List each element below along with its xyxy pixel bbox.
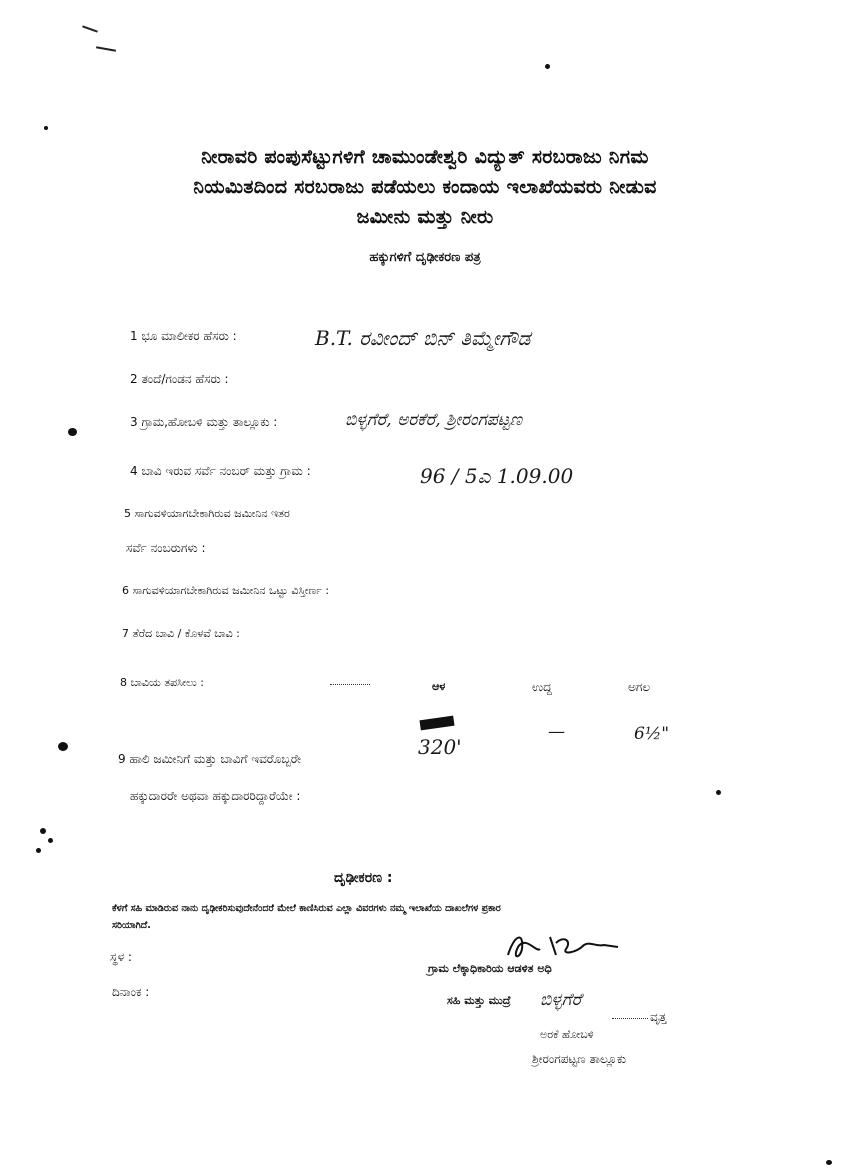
well-details-label: 8 ಬಾವಿಯ ತಪಸೀಲು : [120,676,204,689]
total-area-label: 6 ಸಾಗುವಳಿಯಾಗಬೇಕಾಗಿರುವ ಜಮೀನಿನ ಒಟ್ಟು ವಿಸ್ತೀರ್ಣ : [122,584,330,597]
length-value: — [548,722,565,742]
hobli-line: ಅರಕೆ ಹೋಬಳಿ [540,1028,594,1041]
officer-signature [500,925,630,965]
seal-line: ಸಹಿ ಮತ್ತು ಮುದ್ರೆ [447,994,511,1007]
scan-speck [58,742,68,751]
scan-speck [40,828,46,834]
survey-numbers-label: ಸರ್ವೆ ನಂಬರುಗಳು : [126,541,206,555]
village-taluk-value: ಬಿಳ್ಳಗೆರೆ, ಅರಕೆರೆ, ಶ್ರೀರಂಗಪಟ್ಟಣ [345,410,523,430]
attestation-text-line-2: ಸರಿಯಾಗಿದೆ. [112,920,151,931]
place-label: ಸ್ಥಳ : [110,950,132,964]
scan-mark [82,25,98,32]
depth-value: 320' [418,735,462,759]
scan-speck [716,790,721,795]
survey-number-label: 4 ಬಾವಿ ಇರುವ ಸರ್ವೆ ನಂಬರ್ ಮತ್ತು ಗ್ರಾಮ : [130,464,311,478]
survey-number-value: 96 / 5ಎ 1.09.00 [420,464,574,488]
scan-speck [826,1160,832,1165]
seal-value: ಬಿಳ್ಳಗೆರೆ [540,990,582,1010]
owner-name-label: 1 ಭೂ ಮಾಲೀಕರ ಹೆಸರು : [130,329,237,343]
taluk-line: ಶ್ರೀರಂಗಪಟ್ಟಣ ತಾಲ್ಲೂಕು [532,1052,627,1066]
dotted-line [612,1018,648,1019]
scan-speck [545,64,550,69]
heading-line-2: ನಿಯಮಿತದಿಂದ ಸರಬರಾಜು ಪಡೆಯಲು ಕಂದಾಯ ಇಲಾಖೆಯವರು ನೀಡುವ [193,176,657,198]
width-column-label: ಅಗಲ [628,680,651,694]
width-value: 6½" [634,724,670,744]
ownership-question-1: 9 ಹಾಲಿ ಜಮೀನಿಗೆ ಮತ್ತು ಬಾವಿಗೆ ಇವರೊಬ್ಬರೇ [118,752,302,766]
village-taluk-label: 3 ಗ್ರಾಮ,ಹೋಬಳಿ ಮತ್ತು ತಾಲ್ಲೂಕು : [130,415,278,429]
well-type-label: 7 ತೆರೆದ ಬಾವಿ / ಕೊಳವೆ ಬಾವಿ : [122,627,240,640]
scan-speck [36,848,41,853]
father-husband-label: 2 ತಂದೆ/ಗಂಡನ ಹೆಸರು : [130,372,229,386]
officer-title: ಗ್ರಾಮ ಲೆಕ್ಕಾಧಿಕಾರಿಯ ಆಡಳಿತ ಅಧಿ [428,962,552,975]
length-column-label: ಉದ್ದ [532,680,552,694]
date-label: ದಿನಾಂಕ : [112,985,150,999]
owner-name-value: B.T. ರವೀಂದ್ ಬಿನ್ ತಿಮ್ಮೇಗೌಡ [315,326,531,350]
heading-line-1: ನೀರಾವರಿ ಪಂಪುಸೆಟ್ಟುಗಳಿಗೆ ಚಾಮುಂಡೇಶ್ವರಿ ವಿದ್ಯುತ್ ಸರಬರಾಜು ನಿಗಮ [201,146,649,168]
circle-suffix: ವೃತ್ತ [650,1010,667,1024]
document-subtitle: ಹಕ್ಕುಗಳಿಗೆ ದೃಢೀಕರಣ ಪತ್ರ [369,250,481,265]
land-survey-label: 5 ಸಾಗುವಳಿಯಾಗಬೇಕಾಗಿರುವ ಜಮೀನಿನ ಇತರ [124,507,290,520]
scan-mark [96,46,116,51]
scribble-mark [419,716,454,731]
heading-line-3: ಜಮೀನು ಮತ್ತು ನೀರು [356,206,494,228]
ownership-question-2: ಹಕ್ಕುದಾರರೇ ಅಥವಾ ಹಕ್ಕುದಾರರಿದ್ದಾರೆಯೇ : [130,789,301,803]
dotted-line [330,684,370,685]
scan-speck [44,126,48,130]
scan-speck [68,428,77,436]
depth-column-label: ಆಳ [432,680,446,693]
attestation-title: ದೃಢೀಕರಣ : [334,870,393,886]
scan-speck [48,838,53,843]
attestation-text-line-1: ಕೆಳಗೆ ಸಹಿ ಮಾಡಿರುವ ನಾನು ದೃಢೀಕರಿಸುವುದೇನೆಂದರೆ ಮೇಲೆ ಕಾಣಿಸಿರುವ ಎಲ್ಲಾ ವಿವರಗಳು ನಮ್ಮ ಇಲಾಖೆಯ ದಾಖಲೆಗಳ ಪ್ರಕಾರ [112,903,501,914]
